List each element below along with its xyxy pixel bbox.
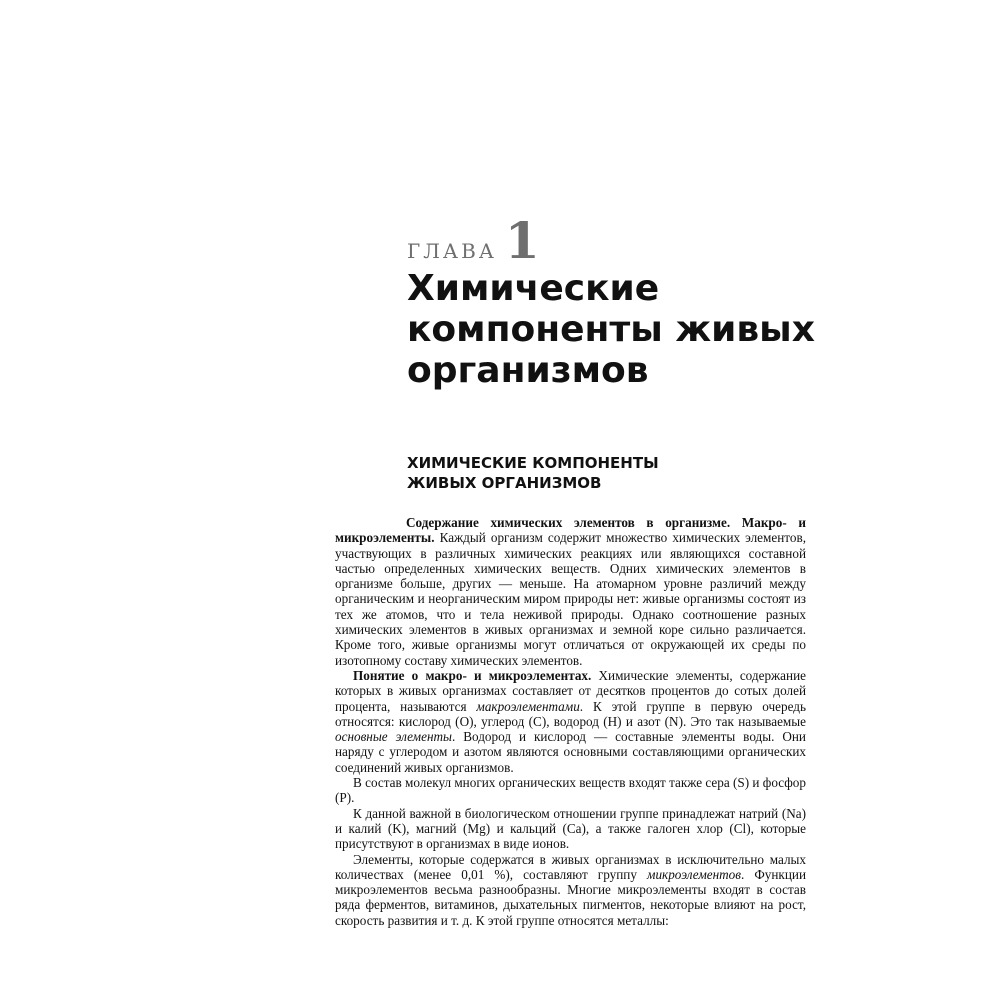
paragraph bbox=[335, 806, 806, 852]
paragraph-text: Каждый организм содержит множество химических элементов, участвующих в различных химических реакциях или являющихся составной частью определенных химических веществ. Одних химических элементов в организме больше, других — меньше. На атомарном уровне различий между органическим и неорганическим миром природы нет: живые организмы состоят из тех же атомов, что и тела неживой природы. Однако соотношение разных химических элементов в живых организмах и земной коре сильно различается. Кроме того, живые организмы могут отличаться от окружающей их среды по изотопному составу химических элементов. bbox=[335, 530, 806, 668]
paragraph-lead: Понятие о макро- и микроэлементах. bbox=[353, 667, 592, 683]
chapter-title bbox=[407, 268, 827, 391]
paragraph-text: Химические элементы, содержание которых в живых организмах составляет от десятков процентов до сотых долей процента, называются bbox=[335, 667, 806, 714]
section-heading bbox=[407, 453, 659, 493]
term-microelements: микроэлементов bbox=[647, 866, 741, 882]
chapter-title-line: организмов bbox=[407, 350, 649, 391]
paragraph-text: К данной важной в биологическом отношении группе принадлежат натрий (Na) и калий (K), магний (Mg) и кальций (Ca), а также галоген хлор (Cl), которые присутствуют в организмах в виде ионов. bbox=[335, 805, 806, 852]
paragraph-text: Элементы, которые содержатся в живых организмах в исключительно малых количествах (менее 0,01 %), составляют группу bbox=[335, 851, 806, 882]
paragraph bbox=[335, 852, 806, 928]
section-heading-line: ХИМИЧЕСКИЕ КОМПОНЕНТЫ bbox=[407, 454, 659, 472]
paragraph-lead: Содержание химических элементов в организме. Макро- и микроэлементы. bbox=[335, 515, 806, 546]
term-macroelements: макроэлементами bbox=[476, 698, 580, 714]
chapter-label bbox=[407, 211, 540, 270]
paragraph-text: . Водород и кислород — составные элементы воды. Они наряду с углеродом и азотом являются основными составляющими органических соединений живых организмов. bbox=[335, 729, 806, 775]
chapter-title-line: Химические bbox=[407, 268, 660, 309]
paragraph bbox=[335, 775, 806, 806]
term-basic-elements: основные элементы bbox=[335, 729, 452, 745]
paragraph bbox=[335, 515, 806, 668]
paragraph-text: . К этой группе в первую очередь относятся: кислород (O), углерод (C), водород (H) и азот (N). Это так называемые bbox=[335, 698, 806, 729]
paragraph-text: . Функции микроэлементов весьма разнообразны. Многие микроэлементы входят в состав ряда ферментов, витаминов, дыхательных пигментов, некоторые влияют на рост, скорость развития и т. д. К этой группе относятся металлы: bbox=[335, 866, 806, 928]
body-text bbox=[335, 515, 806, 928]
chapter-word: ГЛАВА bbox=[407, 239, 497, 263]
paragraph bbox=[335, 668, 806, 775]
chapter-number: 1 bbox=[504, 211, 540, 270]
chapter-title-line: компоненты живых bbox=[407, 309, 815, 350]
paragraph-text: В состав молекул многих органических веществ входят также сера (S) и фосфор (P). bbox=[335, 775, 806, 806]
section-heading-line: ЖИВЫХ ОРГАНИЗМОВ bbox=[407, 474, 602, 492]
